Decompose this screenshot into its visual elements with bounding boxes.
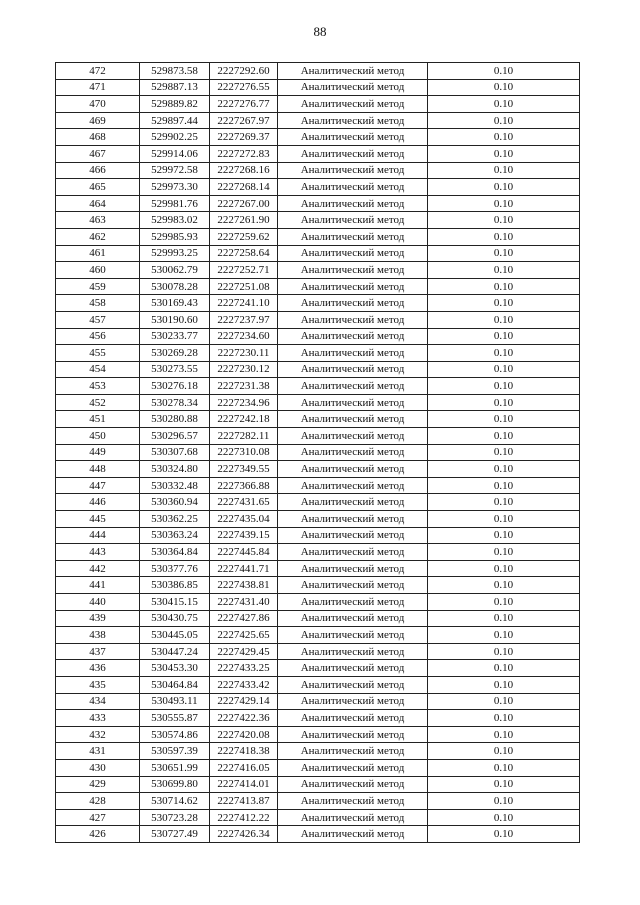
table-row [56,361,580,378]
x-coordinate-cell: 529973.30 [140,179,210,196]
table-row [56,494,580,511]
x-coordinate-cell: 530280.88 [140,411,210,428]
x-coordinate-cell: 530269.28 [140,345,210,362]
method-cell: Аналитический метод [278,96,428,113]
accuracy-cell: 0.10 [428,826,580,843]
method-cell: Аналитический метод [278,179,428,196]
page-number: 88 [313,24,327,39]
y-coordinate-cell: 2227276.55 [210,79,278,96]
table-row [56,826,580,843]
y-coordinate-cell: 2227268.16 [210,162,278,179]
x-coordinate-cell: 530445.05 [140,627,210,644]
table-row [56,262,580,279]
table-row [56,411,580,428]
x-coordinate-cell: 530169.43 [140,295,210,312]
method-cell: Аналитический метод [278,759,428,776]
x-coordinate-cell: 529985.93 [140,228,210,245]
point-number-cell: 429 [56,776,140,793]
method-cell: Аналитический метод [278,444,428,461]
point-number-cell: 455 [56,345,140,362]
point-number-cell: 448 [56,461,140,478]
table-row [56,145,580,162]
y-coordinate-cell: 2227429.45 [210,643,278,660]
point-number-cell: 437 [56,643,140,660]
y-coordinate-cell: 2227261.90 [210,212,278,229]
x-coordinate-cell: 529889.82 [140,96,210,113]
method-cell: Аналитический метод [278,776,428,793]
point-number-cell: 434 [56,693,140,710]
method-cell: Аналитический метод [278,129,428,146]
accuracy-cell: 0.10 [428,461,580,478]
x-coordinate-cell: 530453.30 [140,660,210,677]
accuracy-cell: 0.10 [428,328,580,345]
table-row [56,295,580,312]
x-coordinate-cell: 530723.28 [140,809,210,826]
point-number-cell: 445 [56,511,140,528]
method-cell: Аналитический метод [278,228,428,245]
accuracy-cell: 0.10 [428,610,580,627]
method-cell: Аналитический метод [278,477,428,494]
y-coordinate-cell: 2227438.81 [210,577,278,594]
accuracy-cell: 0.10 [428,311,580,328]
method-cell: Аналитический метод [278,809,428,826]
method-cell: Аналитический метод [278,793,428,810]
method-cell: Аналитический метод [278,162,428,179]
x-coordinate-cell: 530386.85 [140,577,210,594]
point-number-cell: 469 [56,112,140,129]
x-coordinate-cell: 529897.44 [140,112,210,129]
x-coordinate-cell: 530651.99 [140,759,210,776]
table-row [56,378,580,395]
table-row [56,511,580,528]
point-number-cell: 442 [56,560,140,577]
accuracy-cell: 0.10 [428,710,580,727]
y-coordinate-cell: 2227292.60 [210,63,278,80]
accuracy-cell: 0.10 [428,179,580,196]
y-coordinate-cell: 2227251.08 [210,278,278,295]
x-coordinate-cell: 530597.39 [140,743,210,760]
table-row [56,129,580,146]
y-coordinate-cell: 2227234.96 [210,394,278,411]
accuracy-cell: 0.10 [428,544,580,561]
point-number-cell: 446 [56,494,140,511]
x-coordinate-cell: 530555.87 [140,710,210,727]
y-coordinate-cell: 2227258.64 [210,245,278,262]
table-row [56,577,580,594]
method-cell: Аналитический метод [278,494,428,511]
point-number-cell: 465 [56,179,140,196]
point-number-cell: 440 [56,594,140,611]
point-number-cell: 428 [56,793,140,810]
method-cell: Аналитический метод [278,378,428,395]
x-coordinate-cell: 529873.58 [140,63,210,80]
accuracy-cell: 0.10 [428,627,580,644]
point-number-cell: 452 [56,394,140,411]
accuracy-cell: 0.10 [428,278,580,295]
point-number-cell: 463 [56,212,140,229]
point-number-cell: 449 [56,444,140,461]
accuracy-cell: 0.10 [428,494,580,511]
accuracy-cell: 0.10 [428,162,580,179]
method-cell: Аналитический метод [278,112,428,129]
point-number-cell: 447 [56,477,140,494]
y-coordinate-cell: 2227441.71 [210,560,278,577]
method-cell: Аналитический метод [278,328,428,345]
table-row [56,112,580,129]
accuracy-cell: 0.10 [428,776,580,793]
accuracy-cell: 0.10 [428,560,580,577]
accuracy-cell: 0.10 [428,96,580,113]
method-cell: Аналитический метод [278,676,428,693]
x-coordinate-cell: 529902.25 [140,129,210,146]
point-number-cell: 460 [56,262,140,279]
y-coordinate-cell: 2227349.55 [210,461,278,478]
x-coordinate-cell: 530377.76 [140,560,210,577]
y-coordinate-cell: 2227425.65 [210,627,278,644]
x-coordinate-cell: 530233.77 [140,328,210,345]
y-coordinate-cell: 2227276.77 [210,96,278,113]
accuracy-cell: 0.10 [428,726,580,743]
method-cell: Аналитический метод [278,627,428,644]
point-number-cell: 451 [56,411,140,428]
y-coordinate-cell: 2227237.97 [210,311,278,328]
table-row [56,560,580,577]
table-row [56,544,580,561]
accuracy-cell: 0.10 [428,477,580,494]
method-cell: Аналитический метод [278,63,428,80]
accuracy-cell: 0.10 [428,594,580,611]
x-coordinate-cell: 530296.57 [140,428,210,445]
point-number-cell: 438 [56,627,140,644]
x-coordinate-cell: 529972.58 [140,162,210,179]
accuracy-cell: 0.10 [428,676,580,693]
x-coordinate-cell: 530190.60 [140,311,210,328]
table-row [56,610,580,627]
y-coordinate-cell: 2227310.08 [210,444,278,461]
method-cell: Аналитический метод [278,511,428,528]
point-number-cell: 432 [56,726,140,743]
y-coordinate-cell: 2227429.14 [210,693,278,710]
y-coordinate-cell: 2227445.84 [210,544,278,561]
method-cell: Аналитический метод [278,361,428,378]
table-row [56,743,580,760]
coordinates-table-body [56,63,580,843]
point-number-cell: 441 [56,577,140,594]
accuracy-cell: 0.10 [428,394,580,411]
table-row [56,328,580,345]
method-cell: Аналитический метод [278,826,428,843]
method-cell: Аналитический метод [278,79,428,96]
method-cell: Аналитический метод [278,660,428,677]
accuracy-cell: 0.10 [428,378,580,395]
x-coordinate-cell: 529914.06 [140,145,210,162]
table-row [56,63,580,80]
point-number-cell: 462 [56,228,140,245]
x-coordinate-cell: 530332.48 [140,477,210,494]
x-coordinate-cell: 530062.79 [140,262,210,279]
accuracy-cell: 0.10 [428,577,580,594]
x-coordinate-cell: 530430.75 [140,610,210,627]
point-number-cell: 450 [56,428,140,445]
accuracy-cell: 0.10 [428,527,580,544]
accuracy-cell: 0.10 [428,63,580,80]
y-coordinate-cell: 2227259.62 [210,228,278,245]
table-row [56,676,580,693]
accuracy-cell: 0.10 [428,643,580,660]
table-row [56,311,580,328]
table-row [56,444,580,461]
table-row [56,96,580,113]
point-number-cell: 431 [56,743,140,760]
method-cell: Аналитический метод [278,411,428,428]
accuracy-cell: 0.10 [428,295,580,312]
accuracy-cell: 0.10 [428,345,580,362]
point-number-cell: 444 [56,527,140,544]
y-coordinate-cell: 2227230.11 [210,345,278,362]
table-row [56,195,580,212]
method-cell: Аналитический метод [278,560,428,577]
y-coordinate-cell: 2227366.88 [210,477,278,494]
coordinates-table [55,62,580,843]
x-coordinate-cell: 530574.86 [140,726,210,743]
point-number-cell: 430 [56,759,140,776]
point-number-cell: 467 [56,145,140,162]
method-cell: Аналитический метод [278,743,428,760]
y-coordinate-cell: 2227269.37 [210,129,278,146]
method-cell: Аналитический метод [278,195,428,212]
y-coordinate-cell: 2227418.38 [210,743,278,760]
y-coordinate-cell: 2227268.14 [210,179,278,196]
point-number-cell: 459 [56,278,140,295]
accuracy-cell: 0.10 [428,245,580,262]
table-row [56,245,580,262]
method-cell: Аналитический метод [278,245,428,262]
method-cell: Аналитический метод [278,345,428,362]
x-coordinate-cell: 529983.02 [140,212,210,229]
table-row [56,627,580,644]
y-coordinate-cell: 2227230.12 [210,361,278,378]
method-cell: Аналитический метод [278,544,428,561]
point-number-cell: 439 [56,610,140,627]
method-cell: Аналитический метод [278,643,428,660]
accuracy-cell: 0.10 [428,212,580,229]
y-coordinate-cell: 2227420.08 [210,726,278,743]
method-cell: Аналитический метод [278,610,428,627]
point-number-cell: 453 [56,378,140,395]
point-number-cell: 443 [56,544,140,561]
table-row [56,710,580,727]
method-cell: Аналитический метод [278,295,428,312]
accuracy-cell: 0.10 [428,809,580,826]
table-row [56,428,580,445]
table-row [56,643,580,660]
x-coordinate-cell: 530078.28 [140,278,210,295]
method-cell: Аналитический метод [278,693,428,710]
table-row [56,776,580,793]
point-number-cell: 433 [56,710,140,727]
table-row [56,228,580,245]
table-row [56,79,580,96]
table-row [56,527,580,544]
method-cell: Аналитический метод [278,461,428,478]
y-coordinate-cell: 2227433.42 [210,676,278,693]
method-cell: Аналитический метод [278,428,428,445]
x-coordinate-cell: 530307.68 [140,444,210,461]
method-cell: Аналитический метод [278,594,428,611]
method-cell: Аналитический метод [278,145,428,162]
y-coordinate-cell: 2227426.34 [210,826,278,843]
x-coordinate-cell: 530363.24 [140,527,210,544]
method-cell: Аналитический метод [278,262,428,279]
y-coordinate-cell: 2227252.71 [210,262,278,279]
point-number-cell: 471 [56,79,140,96]
y-coordinate-cell: 2227431.65 [210,494,278,511]
table-row [56,345,580,362]
x-coordinate-cell: 530415.15 [140,594,210,611]
x-coordinate-cell: 530360.94 [140,494,210,511]
y-coordinate-cell: 2227282.11 [210,428,278,445]
y-coordinate-cell: 2227435.04 [210,511,278,528]
x-coordinate-cell: 530364.84 [140,544,210,561]
accuracy-cell: 0.10 [428,511,580,528]
x-coordinate-cell: 529993.25 [140,245,210,262]
y-coordinate-cell: 2227241.10 [210,295,278,312]
x-coordinate-cell: 530493.11 [140,693,210,710]
point-number-cell: 456 [56,328,140,345]
point-number-cell: 426 [56,826,140,843]
accuracy-cell: 0.10 [428,361,580,378]
x-coordinate-cell: 530447.24 [140,643,210,660]
x-coordinate-cell: 530714.62 [140,793,210,810]
table-row [56,461,580,478]
accuracy-cell: 0.10 [428,759,580,776]
method-cell: Аналитический метод [278,726,428,743]
point-number-cell: 458 [56,295,140,312]
y-coordinate-cell: 2227413.87 [210,793,278,810]
method-cell: Аналитический метод [278,527,428,544]
y-coordinate-cell: 2227234.60 [210,328,278,345]
table-row [56,759,580,776]
method-cell: Аналитический метод [278,394,428,411]
point-number-cell: 472 [56,63,140,80]
x-coordinate-cell: 530727.49 [140,826,210,843]
table-row [56,179,580,196]
y-coordinate-cell: 2227427.86 [210,610,278,627]
y-coordinate-cell: 2227414.01 [210,776,278,793]
table-row [56,726,580,743]
point-number-cell: 436 [56,660,140,677]
x-coordinate-cell: 530273.55 [140,361,210,378]
accuracy-cell: 0.10 [428,145,580,162]
point-number-cell: 468 [56,129,140,146]
accuracy-cell: 0.10 [428,411,580,428]
y-coordinate-cell: 2227231.38 [210,378,278,395]
accuracy-cell: 0.10 [428,660,580,677]
accuracy-cell: 0.10 [428,195,580,212]
table-row [56,660,580,677]
method-cell: Аналитический метод [278,278,428,295]
table-row [56,594,580,611]
y-coordinate-cell: 2227422.36 [210,710,278,727]
accuracy-cell: 0.10 [428,79,580,96]
accuracy-cell: 0.10 [428,693,580,710]
accuracy-cell: 0.10 [428,444,580,461]
accuracy-cell: 0.10 [428,228,580,245]
accuracy-cell: 0.10 [428,129,580,146]
y-coordinate-cell: 2227431.40 [210,594,278,611]
point-number-cell: 466 [56,162,140,179]
method-cell: Аналитический метод [278,212,428,229]
y-coordinate-cell: 2227439.15 [210,527,278,544]
x-coordinate-cell: 530278.34 [140,394,210,411]
point-number-cell: 461 [56,245,140,262]
point-number-cell: 464 [56,195,140,212]
x-coordinate-cell: 530324.80 [140,461,210,478]
point-number-cell: 470 [56,96,140,113]
y-coordinate-cell: 2227242.18 [210,411,278,428]
accuracy-cell: 0.10 [428,112,580,129]
table-row [56,394,580,411]
y-coordinate-cell: 2227433.25 [210,660,278,677]
y-coordinate-cell: 2227267.00 [210,195,278,212]
table-row [56,477,580,494]
table-row [56,693,580,710]
method-cell: Аналитический метод [278,577,428,594]
y-coordinate-cell: 2227267.97 [210,112,278,129]
x-coordinate-cell: 530699.80 [140,776,210,793]
point-number-cell: 454 [56,361,140,378]
y-coordinate-cell: 2227272.83 [210,145,278,162]
table-row [56,278,580,295]
table-row [56,162,580,179]
method-cell: Аналитический метод [278,710,428,727]
method-cell: Аналитический метод [278,311,428,328]
y-coordinate-cell: 2227416.05 [210,759,278,776]
x-coordinate-cell: 529981.76 [140,195,210,212]
table-row [56,793,580,810]
accuracy-cell: 0.10 [428,793,580,810]
x-coordinate-cell: 530362.25 [140,511,210,528]
y-coordinate-cell: 2227412.22 [210,809,278,826]
x-coordinate-cell: 530464.84 [140,676,210,693]
point-number-cell: 435 [56,676,140,693]
point-number-cell: 427 [56,809,140,826]
accuracy-cell: 0.10 [428,262,580,279]
accuracy-cell: 0.10 [428,743,580,760]
table-row [56,809,580,826]
x-coordinate-cell: 529887.13 [140,79,210,96]
table-row [56,212,580,229]
x-coordinate-cell: 530276.18 [140,378,210,395]
point-number-cell: 457 [56,311,140,328]
accuracy-cell: 0.10 [428,428,580,445]
